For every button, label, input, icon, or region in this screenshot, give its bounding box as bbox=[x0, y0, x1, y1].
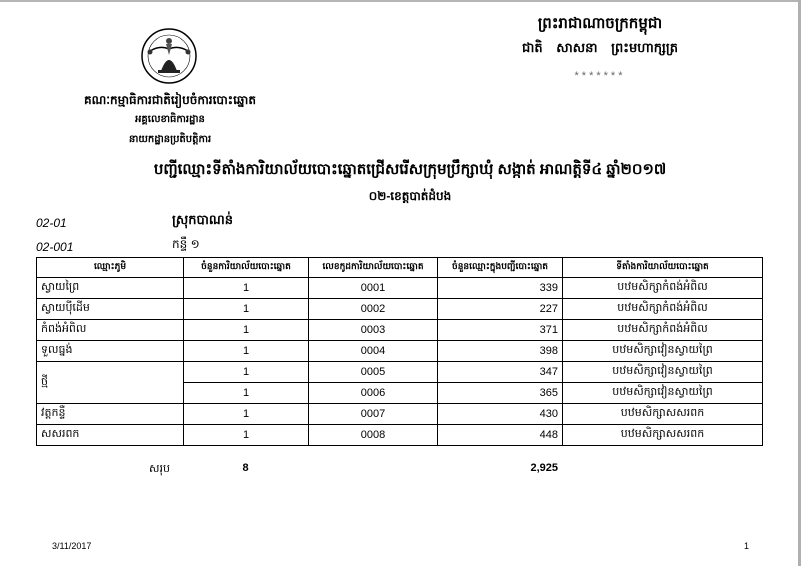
column-header-office-code: លេខកូដការិយាល័យបោះឆ្នោត bbox=[309, 258, 438, 278]
office-count-cell: 1 bbox=[184, 278, 309, 299]
table-header-row bbox=[37, 258, 763, 278]
location-cell: បឋមសិក្សាវៀនស្វាយព្រៃ bbox=[563, 341, 763, 362]
voter-count-cell: 448 bbox=[438, 425, 563, 446]
voter-count-cell: 371 bbox=[438, 320, 563, 341]
nec-emblem-icon bbox=[140, 27, 198, 85]
table-row bbox=[37, 341, 763, 362]
village-cell: ថ្មី bbox=[37, 362, 184, 404]
voter-count-cell: 365 bbox=[438, 383, 563, 404]
table-row bbox=[37, 425, 763, 446]
commune-name: កន្ទឺ ១ bbox=[172, 237, 200, 251]
document-title: បញ្ជីឈ្មោះទីតាំងការិយាល័យបោះឆ្នោតជ្រើសរើសក្រុមប្រឹក្សាឃុំ សង្កាត់ អាណត្តិទី៤ ឆ្នាំ២០១៧ bbox=[153, 161, 667, 178]
office-count-cell: 1 bbox=[184, 425, 309, 446]
totals-label: សរុប bbox=[149, 463, 170, 475]
office-code-cell: 0003 bbox=[309, 320, 438, 341]
commune-code: 02-001 bbox=[36, 240, 74, 254]
office-count-cell: 1 bbox=[184, 362, 309, 383]
column-header-office-count: ចំនួនការិយាល័យបោះឆ្នោត bbox=[184, 258, 309, 278]
location-cell: បឋមសិក្សាសសរពក bbox=[563, 404, 763, 425]
office-count-cell: 1 bbox=[184, 383, 309, 404]
voter-count-cell: 398 bbox=[438, 341, 563, 362]
district-name: ស្រុកបាណន់ bbox=[172, 212, 234, 227]
village-cell: កំពង់អំពិល bbox=[37, 320, 184, 341]
column-header-village: ឈ្មោះភូមិ bbox=[37, 258, 184, 278]
office-count-cell: 1 bbox=[184, 404, 309, 425]
page-border-top bbox=[0, 0, 801, 2]
village-cell: សសរពក bbox=[37, 425, 184, 446]
office-code-cell: 0005 bbox=[309, 362, 438, 383]
location-cell: បឋមសិក្សាកំពង់អំពិល bbox=[563, 320, 763, 341]
footer-page-number: 1 bbox=[744, 541, 750, 551]
star-divider: ******* bbox=[574, 70, 626, 82]
voter-count-cell: 430 bbox=[438, 404, 563, 425]
table-row bbox=[37, 278, 763, 299]
voter-count-cell: 339 bbox=[438, 278, 563, 299]
village-cell: វត្តកន្ទឺ bbox=[37, 404, 184, 425]
secretariat-name: អគ្គលេខាធិការដ្ឋាន bbox=[135, 114, 205, 125]
polling-stations-table bbox=[36, 257, 763, 446]
office-count-cell: 1 bbox=[184, 299, 309, 320]
office-code-cell: 0007 bbox=[309, 404, 438, 425]
table-row bbox=[37, 320, 763, 341]
totals-voter-count: 2,925 bbox=[530, 462, 558, 474]
office-code-cell: 0004 bbox=[309, 341, 438, 362]
village-cell: ទួលធ្នង់ bbox=[37, 341, 184, 362]
footer-date: 3/11/2017 bbox=[52, 541, 92, 551]
province-subtitle: ០២-ខេត្តបាត់ដំបង bbox=[368, 189, 452, 203]
village-cell: ស្វាយព្រៃ bbox=[37, 278, 184, 299]
office-count-cell: 1 bbox=[184, 320, 309, 341]
office-code-cell: 0001 bbox=[309, 278, 438, 299]
totals-office-count: 8 bbox=[242, 462, 249, 474]
office-count-cell: 1 bbox=[184, 341, 309, 362]
column-header-voter-count: ចំនួនឈ្មោះក្នុងបញ្ជីបោះឆ្នោត bbox=[438, 258, 563, 278]
village-cell: ស្វាយប៉ីដើម bbox=[37, 299, 184, 320]
table-row bbox=[37, 404, 763, 425]
table-row bbox=[37, 362, 763, 383]
table-row bbox=[37, 299, 763, 320]
column-header-location: ទីតាំងការិយាល័យបោះឆ្នោត bbox=[563, 258, 763, 278]
location-cell: បឋមសិក្សាកំពង់អំពិល bbox=[563, 299, 763, 320]
org-name: គណៈកម្មាធិការជាតិរៀបចំការបោះឆ្នោត bbox=[84, 93, 256, 107]
district-code: 02-01 bbox=[36, 216, 67, 230]
department-name: នាយកដ្ឋានប្រតិបត្តិការ bbox=[128, 134, 212, 145]
office-code-cell: 0006 bbox=[309, 383, 438, 404]
kingdom-heading: ព្រះរាជាណាចក្រកម្ពុជា bbox=[537, 15, 663, 32]
office-code-cell: 0008 bbox=[309, 425, 438, 446]
location-cell: បឋមសិក្សាសសរពក bbox=[563, 425, 763, 446]
voter-count-cell: 227 bbox=[438, 299, 563, 320]
voter-count-cell: 347 bbox=[438, 362, 563, 383]
office-code-cell: 0002 bbox=[309, 299, 438, 320]
location-cell: បឋមសិក្សាវៀនស្វាយព្រៃ bbox=[563, 362, 763, 383]
location-cell: បឋមសិក្សាវៀនស្វាយព្រៃ bbox=[563, 383, 763, 404]
national-motto: ជាតិ សាសនា ព្រះមហាក្សត្រ bbox=[522, 40, 678, 55]
location-cell: បឋមសិក្សាកំពង់អំពិល bbox=[563, 278, 763, 299]
